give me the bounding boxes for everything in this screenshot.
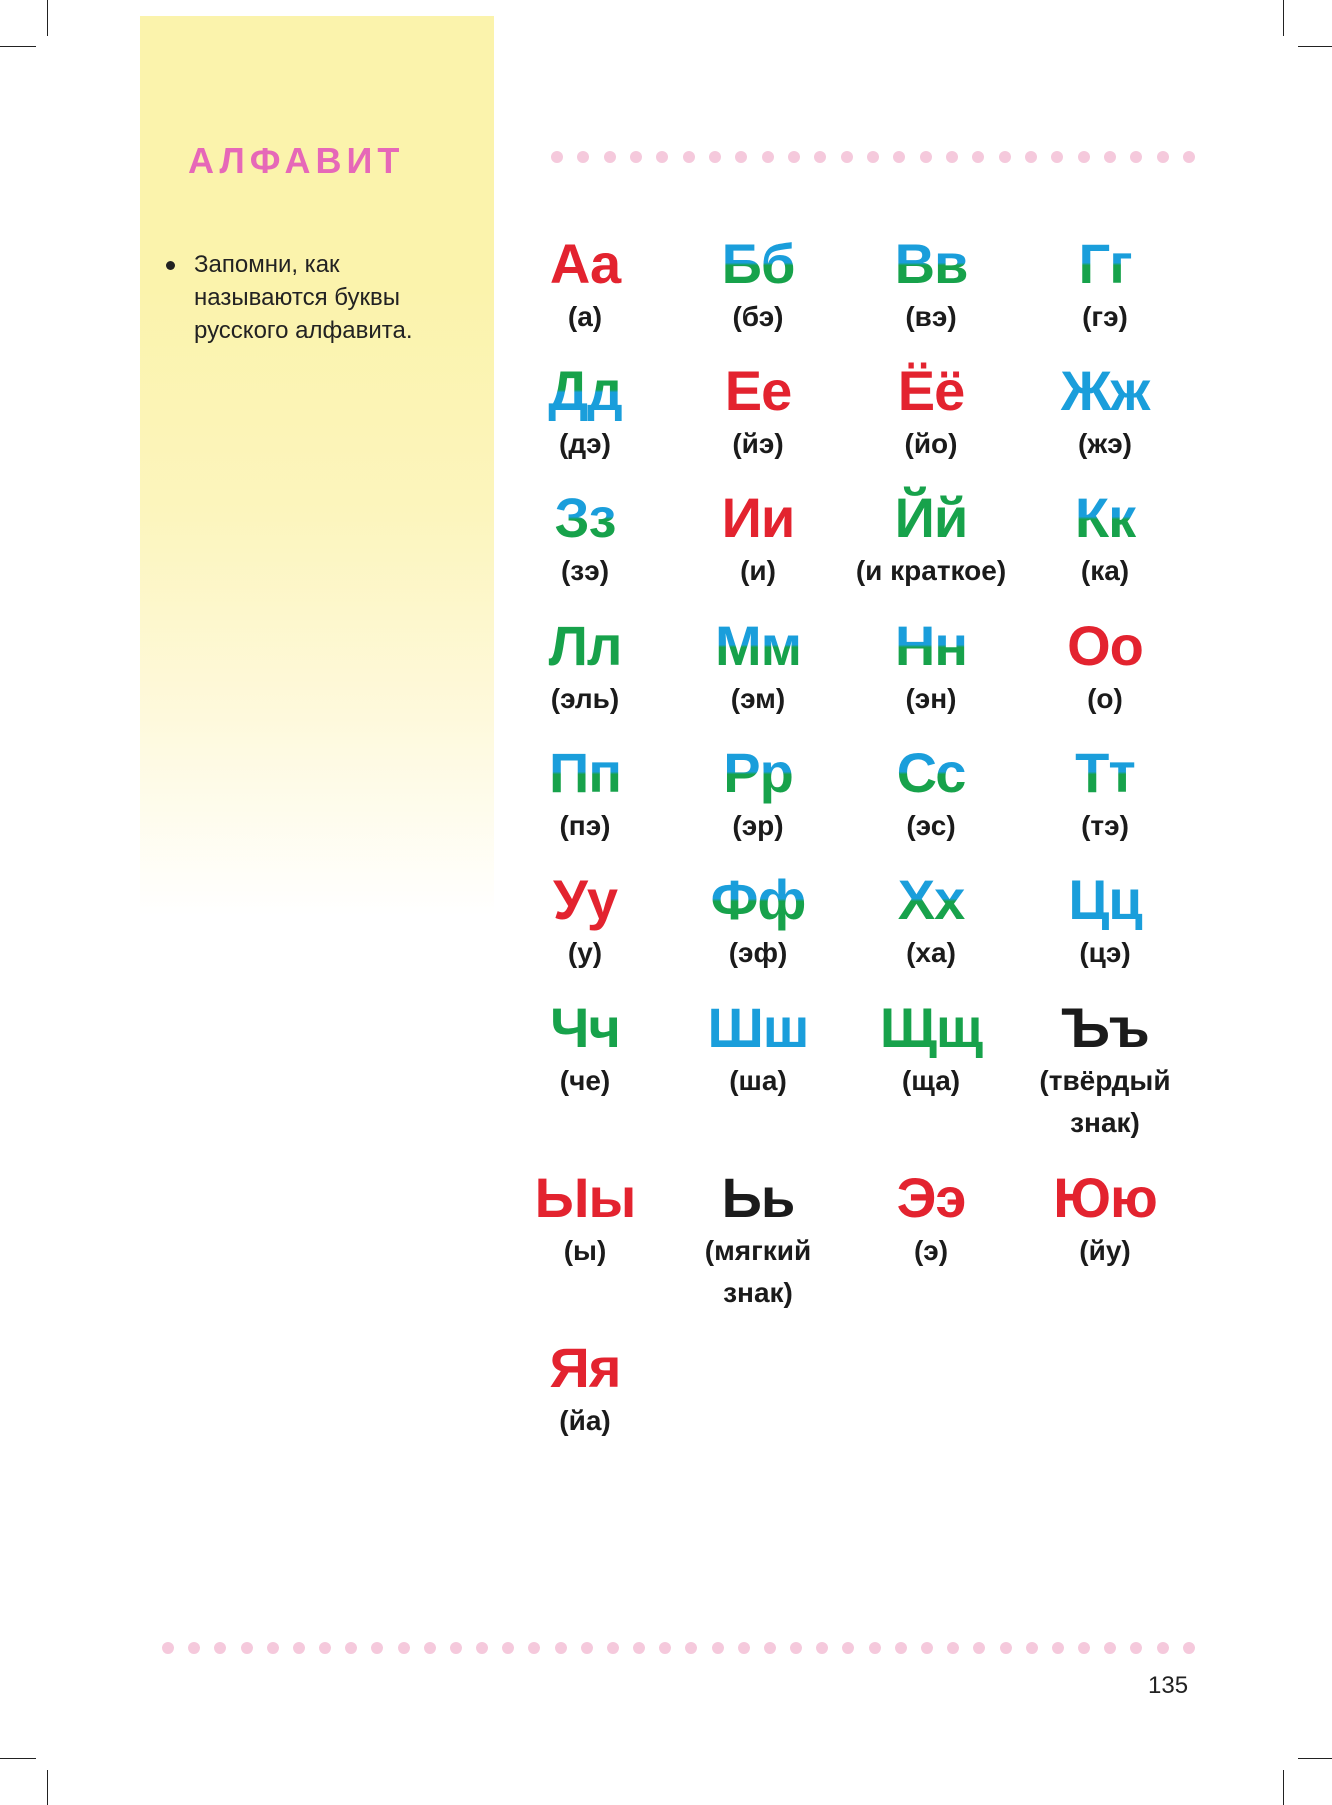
letter-cell <box>485 1336 685 1442</box>
letter-name: (цэ) <box>1079 937 1131 968</box>
instruction-text: Запомни, как называются буквы русского алфавита. <box>194 251 413 344</box>
letter-glyph: Щщ <box>879 996 983 1059</box>
letter-glyph: Шш <box>707 996 809 1059</box>
letter-glyph: Ии <box>721 486 795 549</box>
letter-name: (о) <box>1087 683 1123 714</box>
instruction-item <box>160 248 460 347</box>
letter-glyph: Мм <box>658 614 858 678</box>
divider-dot <box>1130 1642 1142 1654</box>
crop-mark-top-left-vertical <box>47 0 48 36</box>
letter-glyph: Оо <box>1067 614 1143 677</box>
crop-mark-bottom-right-horizontal <box>1298 1758 1332 1759</box>
letter-glyph: Йй <box>894 486 968 549</box>
letter-name: (ка) <box>1080 555 1130 586</box>
divider-dot <box>685 1642 697 1654</box>
letter-cell <box>1005 741 1205 847</box>
letter-glyph: Лл <box>548 614 622 677</box>
letter-name: (йа) <box>559 1405 611 1436</box>
divider-dot <box>1183 1642 1195 1654</box>
letter-glyph: Ее <box>724 359 792 422</box>
letter-glyph: Гг <box>1005 232 1205 296</box>
letter-cell <box>485 1166 685 1272</box>
letter-cell <box>485 741 685 847</box>
letter-name: (эс) <box>906 810 956 841</box>
letter-cell <box>485 868 685 974</box>
letter-glyph: Фф <box>658 868 858 932</box>
divider-dot <box>398 1642 410 1654</box>
letter-cell <box>831 359 1031 465</box>
letter-name: (эн) <box>905 683 957 714</box>
divider-dot <box>581 1642 593 1654</box>
divider-dot <box>528 1642 540 1654</box>
letter-cell <box>658 1166 858 1314</box>
divider-dot <box>973 1642 985 1654</box>
letter-name: (дэ) <box>559 428 611 459</box>
divider-dot <box>1078 1642 1090 1654</box>
letter-cell <box>658 232 858 338</box>
letter-name: (ща) <box>901 1065 961 1096</box>
letter-name: (эф) <box>728 937 788 968</box>
divider-dot <box>555 1642 567 1654</box>
letter-glyph: Бб <box>658 232 858 296</box>
divider-dot <box>241 1642 253 1654</box>
letter-cell <box>658 868 858 974</box>
alphabet-grid <box>500 0 1332 1500</box>
letter-name: (эль) <box>550 683 620 714</box>
letter-name: (ша) <box>729 1065 787 1096</box>
letter-cell <box>485 996 685 1102</box>
divider-dot <box>1026 1642 1038 1654</box>
divider-dot <box>895 1642 907 1654</box>
letter-cell <box>831 486 1031 592</box>
letter-cell <box>1005 1166 1205 1272</box>
letter-glyph: Вв <box>831 232 1031 296</box>
letter-glyph: Дд <box>485 359 685 423</box>
letter-cell <box>1005 232 1205 338</box>
letter-cell <box>1005 486 1205 592</box>
crop-mark-bottom-left-horizontal <box>0 1758 36 1759</box>
letter-name: (бэ) <box>732 301 784 332</box>
crop-mark-bottom-left-vertical <box>47 1770 48 1805</box>
divider-dot <box>816 1642 828 1654</box>
divider-dot <box>869 1642 881 1654</box>
letter-cell <box>658 741 858 847</box>
letter-cell <box>658 614 858 720</box>
divider-dot <box>1000 1642 1012 1654</box>
letter-name: (э) <box>913 1235 949 1266</box>
crop-mark-top-left-horizontal <box>0 46 36 47</box>
letter-name: (йэ) <box>732 428 784 459</box>
divider-dot <box>476 1642 488 1654</box>
letter-cell <box>831 614 1031 720</box>
letter-glyph: Рр <box>658 741 858 805</box>
divider-dot <box>712 1642 724 1654</box>
letter-glyph: Нн <box>831 614 1031 678</box>
letter-cell <box>485 614 685 720</box>
letter-cell <box>658 996 858 1102</box>
divider-dot <box>424 1642 436 1654</box>
divider-dot <box>293 1642 305 1654</box>
letter-cell <box>831 1166 1031 1272</box>
letter-name: (у) <box>567 937 603 968</box>
letter-glyph: Юю <box>1053 1166 1157 1229</box>
letter-glyph: Цц <box>1068 868 1142 931</box>
letter-cell <box>831 996 1031 1102</box>
letter-name: (ы) <box>563 1235 607 1266</box>
letter-glyph: Кк <box>1005 486 1205 550</box>
letter-name: (жэ) <box>1078 428 1132 459</box>
divider-dot <box>790 1642 802 1654</box>
divider-dot <box>345 1642 357 1654</box>
letter-glyph: Аа <box>549 232 621 295</box>
letter-name: (мягкий знак) <box>704 1235 812 1308</box>
divider-dot <box>633 1642 645 1654</box>
letter-cell <box>1005 359 1205 465</box>
letter-glyph: Пп <box>485 741 685 805</box>
crop-mark-bottom-right-vertical <box>1283 1770 1284 1805</box>
divider-dot <box>162 1642 174 1654</box>
divider-dot <box>659 1642 671 1654</box>
divider-dot <box>764 1642 776 1654</box>
letter-cell <box>485 232 685 338</box>
divider-dot <box>738 1642 750 1654</box>
letter-cell <box>1005 996 1205 1144</box>
letter-name: (че) <box>559 1065 611 1096</box>
instruction-list <box>160 248 460 347</box>
letter-glyph: Уу <box>553 868 617 931</box>
bullet-icon <box>166 261 175 270</box>
letter-cell <box>831 741 1031 847</box>
letter-cell <box>658 359 858 465</box>
page-number: 135 <box>1148 1672 1189 1699</box>
letter-glyph: Ээ <box>896 1166 966 1229</box>
divider-dot <box>188 1642 200 1654</box>
letter-glyph: Чч <box>550 996 620 1059</box>
divider-dot <box>267 1642 279 1654</box>
letter-glyph: Яя <box>549 1336 621 1399</box>
letter-name: (эр) <box>732 810 784 841</box>
divider-dot <box>371 1642 383 1654</box>
letter-cell <box>658 486 858 592</box>
divider-dot <box>1157 1642 1169 1654</box>
letter-glyph: Сс <box>831 741 1031 805</box>
divider-dot <box>921 1642 933 1654</box>
letter-name: (пэ) <box>559 810 611 841</box>
divider-dot <box>450 1642 462 1654</box>
letter-name: (и) <box>740 555 776 586</box>
letter-name: (и краткое) <box>855 555 1007 586</box>
letter-glyph: Зз <box>485 486 685 550</box>
letter-glyph: Ёё <box>897 359 965 422</box>
letter-name: (йо) <box>904 428 958 459</box>
letter-cell <box>1005 868 1205 974</box>
divider-dot <box>214 1642 226 1654</box>
letter-glyph: Ыы <box>534 1166 636 1229</box>
divider-dot <box>842 1642 854 1654</box>
letter-name: (йу) <box>1079 1235 1131 1266</box>
divider-dot <box>607 1642 619 1654</box>
letter-glyph: Хх <box>831 868 1031 932</box>
letter-name: (эм) <box>730 683 786 714</box>
dotted-divider-bottom <box>162 1642 1195 1654</box>
divider-dot <box>319 1642 331 1654</box>
letter-glyph: Тт <box>1005 741 1205 805</box>
letter-cell <box>831 232 1031 338</box>
letter-name: (зэ) <box>560 555 610 586</box>
divider-dot <box>1052 1642 1064 1654</box>
letter-cell <box>485 486 685 592</box>
letter-name: (вэ) <box>905 301 957 332</box>
letter-glyph: Жж <box>1060 359 1150 422</box>
letter-name: (ха) <box>906 937 956 968</box>
letter-cell <box>831 868 1031 974</box>
divider-dot <box>1104 1642 1116 1654</box>
letter-cell <box>485 359 685 465</box>
letter-name: (тэ) <box>1081 810 1129 841</box>
letter-name: (гэ) <box>1082 301 1128 332</box>
letter-glyph: Ьь <box>721 1166 795 1229</box>
letter-name: (твёрдый знак) <box>1039 1065 1171 1138</box>
letter-glyph: Ъъ <box>1061 996 1149 1059</box>
section-title: АЛФАВИТ <box>188 140 405 181</box>
letter-cell <box>1005 614 1205 720</box>
divider-dot <box>502 1642 514 1654</box>
divider-dot <box>947 1642 959 1654</box>
letter-name: (а) <box>567 301 603 332</box>
